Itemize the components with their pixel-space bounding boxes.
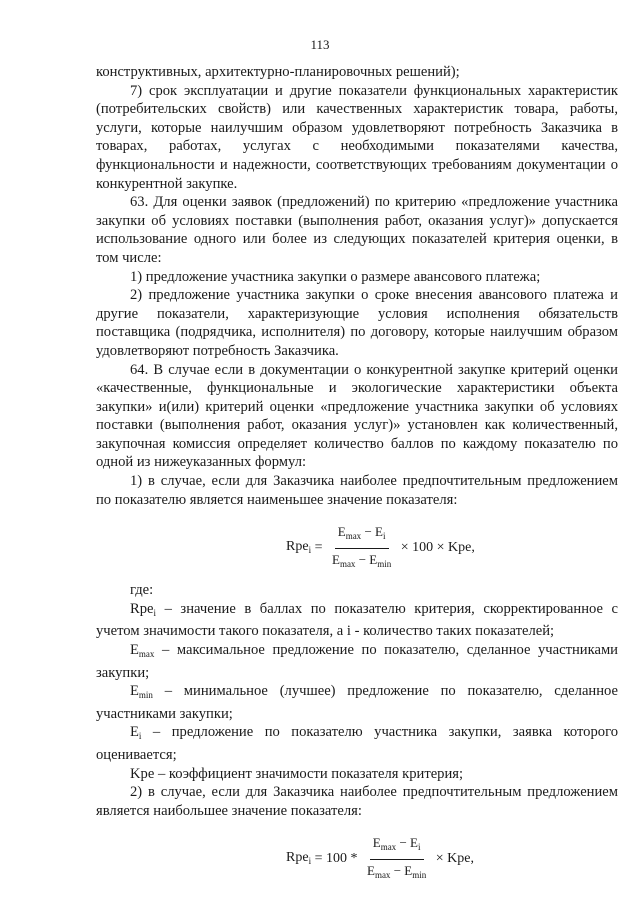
document-body [96, 63, 618, 882]
formula-numerator: $E_{max} - E_i$ [370, 834, 424, 860]
definition-where: где: [130, 582, 154, 599]
formula-numerator: $E_{max} - E_i$ [335, 523, 389, 549]
paragraph: 7) срок эксплуатации и другие показатели функциональных характеристик (потребительских свойств) или качественных характеристик товара, работы, услуги, которые наилучшим образом удовлетворяют потребность Заказчика в товарах, работах, услугах с необходимыми показателями качества, функциональности и надежности, соответствующих требованиям документации о конкурентной закупке. [96, 82, 618, 192]
formula-lhs: Rpe$_i$ [286, 538, 312, 555]
formula-fraction [329, 523, 394, 573]
paragraph: 63. Для оценки заявок (предложений) по критерию «предложение участника закупки об условиях поставки (выполнения работ, оказания услуг)» допускается использование одного или более из следующих показателей критерия оценки, в том числе: [96, 194, 618, 266]
paragraph: 64. В случае если в документации о конкурентной закупке критерий оценки «качественные, функциональные и экологические характеристики объекта закупки» и(или) критерий оценки «предложение участника закупки об условиях поставки (выполнения работ, оказания услуг)» установлен как количественный, закупочная комиссия определяет количество баллов по каждому показателю по одной из нижеуказанных формул: [96, 361, 618, 471]
formula-1 [96, 509, 618, 571]
formula-prefix: 100 * [325, 851, 361, 867]
paragraph: конструктивных, архитектурно-планировочных решений); [96, 64, 460, 80]
paragraph: 1) предложение участника закупки о размере авансового платежа; [130, 268, 541, 285]
formula-equals: = [311, 851, 326, 867]
formula-fraction [364, 834, 429, 884]
formula-2 [96, 820, 618, 882]
page-number: 113 [310, 37, 330, 52]
formula-equals: = [311, 540, 326, 556]
definition-ei: $E_i$ – предложение по показателю участника закупки, заявка которого оценивается; [96, 724, 618, 763]
paragraph: 1) в случае, если для Заказчика наиболее предпочтительным предложением по показателю является наименьшее значение показателя: [96, 473, 618, 508]
definition-kpe: Kpe – коэффициент значимости показателя критерия; [130, 765, 464, 782]
formula-denominator: $E_{max} - E_{min}$ [331, 551, 392, 569]
formula-lhs: Rpe$_i$ [286, 849, 312, 866]
definition-emax: $E_{max}$ – максимальное предложение по показателю, сделанное участниками закупки; [96, 642, 618, 681]
formula-denominator: $E_{max} - E_{min}$ [366, 862, 427, 880]
paragraph: 2) в случае, если для Заказчика наиболее предпочтительным предложением является наибольшее значение показателя: [96, 784, 618, 819]
definition-rpe: Rpe$_i$ – значение в баллах по показателю критерия, скорректированное с учетом значимости такого показателя, а i - количество таких показателей; [96, 600, 618, 640]
definition-emin: $E_{min}$ – минимальное (лучшее) предложение по показателю, сделанное участниками закупки; [96, 683, 618, 722]
formula-tail: × Kpe, [432, 851, 474, 867]
paragraph: 2) предложение участника закупки о сроке внесения авансового платежа и другие показатели, характеризующие условия исполнения обязательств поставщика (подрядчика, исполнителя) по договору, которые наилучшим образом удовлетворяют потребность Заказчика. [96, 287, 618, 359]
formula-tail: × 100 × Kpe, [397, 540, 475, 556]
